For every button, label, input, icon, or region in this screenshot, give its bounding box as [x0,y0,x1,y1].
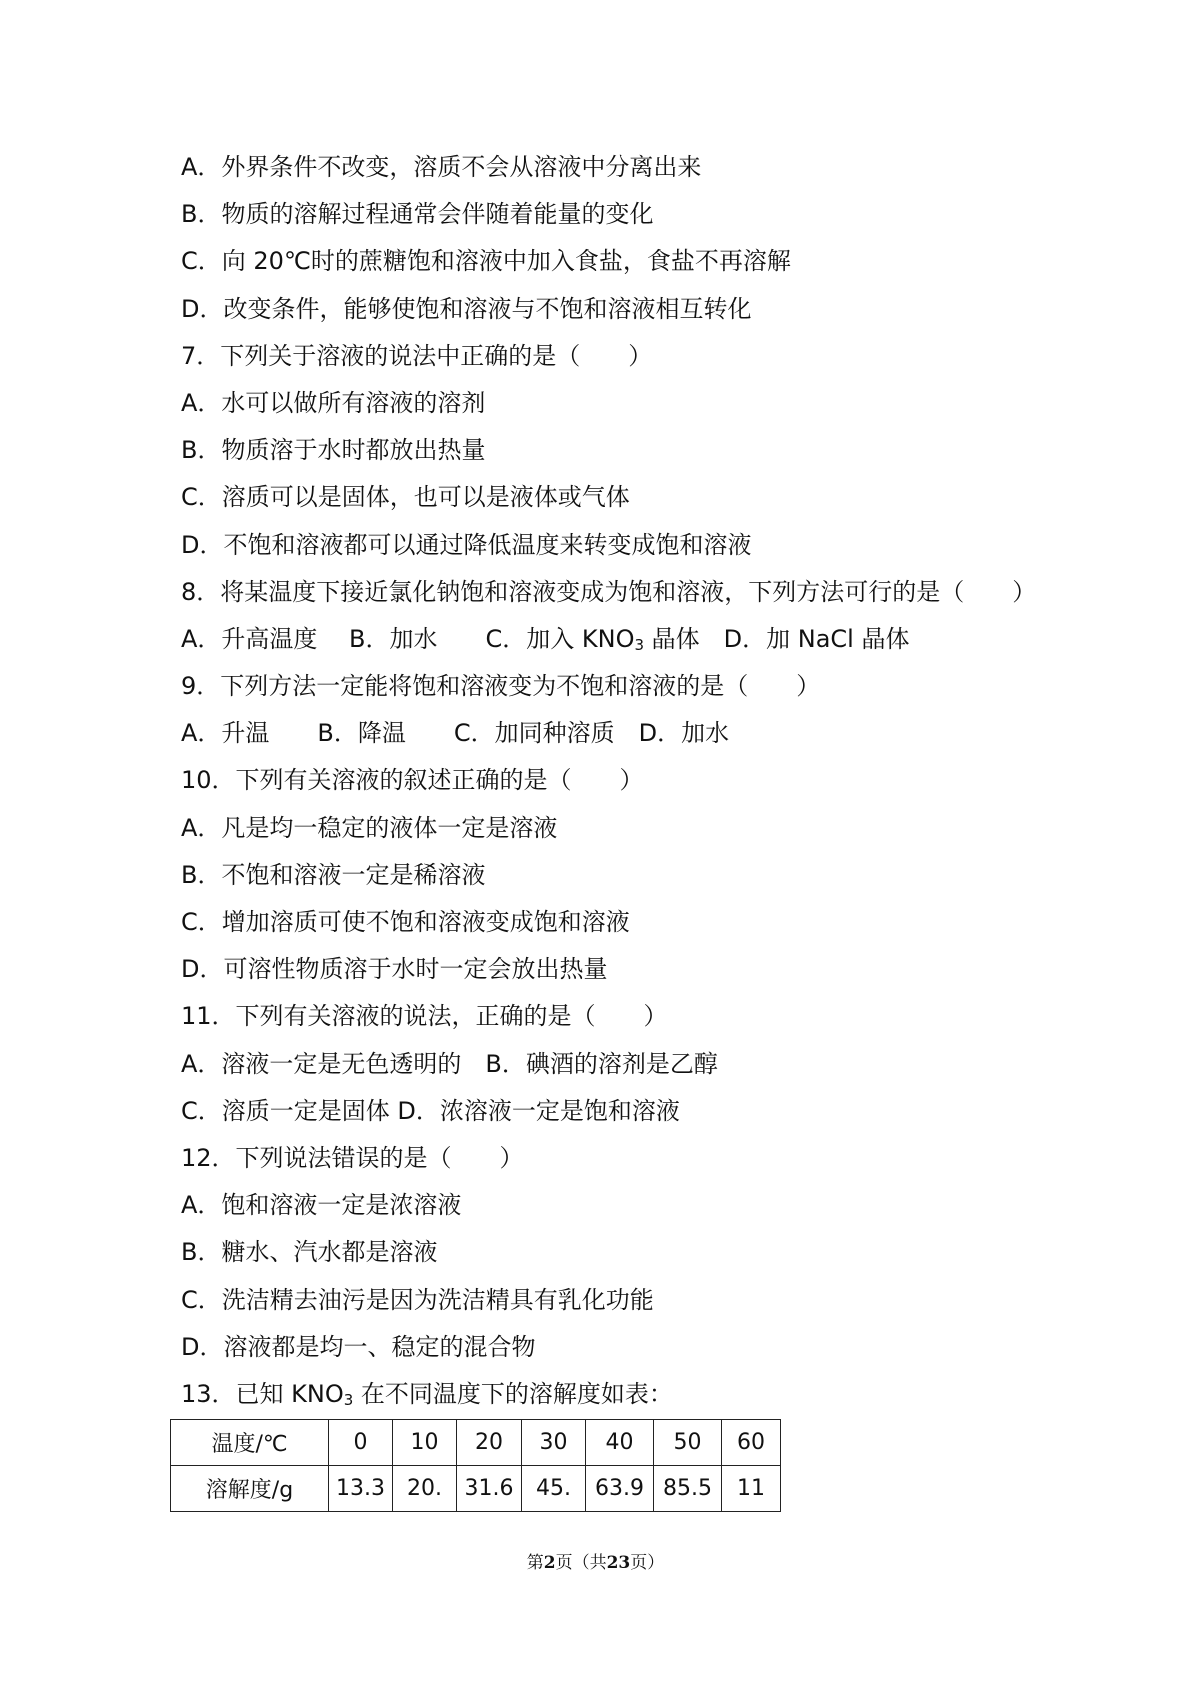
page-footer [0,1548,1191,1573]
question-8-stem: 8．将某温度下接近氯化钠饱和溶液变成为饱和溶液，下列方法可行的是（ ） [181,577,1037,606]
table-row-label: 溶解度/g [171,1466,329,1512]
question-13-stem [181,1371,1081,1418]
question-12-stem: 12．下列说法错误的是（ ） [181,1143,524,1172]
table-cell: 0 [329,1420,393,1466]
option-line: B．物质的溶解过程通常会伴随着能量的变化 [181,200,654,229]
option-line: C．洗洁精去油污是因为洗洁精具有乳化功能 [181,1285,654,1314]
table-cell: 13.3 [329,1466,393,1512]
table-cell: 31.6 [457,1466,522,1512]
table-cell: 11 [722,1466,781,1512]
table-row [171,1420,781,1466]
table-cell: 20 [457,1420,522,1466]
table-cell: 40 [586,1420,654,1466]
option-line: C．溶质可以是固体，也可以是液体或气体 [181,483,630,512]
option-line: C．溶质一定是固体 D．浓溶液一定是饱和溶液 [181,1096,680,1125]
table-cell: 85.5 [654,1466,722,1512]
stem-text: 在不同温度下的溶解度如表： [353,1379,673,1408]
question-9-options: A．升温 B．降温 C．加同种溶质 D．加水 [181,719,730,748]
table-cell: 30 [522,1420,586,1466]
option-line: A．外界条件不改变，溶质不会从溶液中分离出来 [181,153,702,181]
total-pages: 23 [606,1553,631,1573]
question-9-stem: 9．下列方法一定能将饱和溶液变为不饱和溶液的是（ ） [181,672,821,701]
footer-text: 页（共 [555,1553,607,1573]
question-7-stem: 7．下列关于溶液的说法中正确的是（ ） [181,341,653,370]
option-line: D．可溶性物质溶于水时一定会放出热量 [181,955,608,984]
subscript: 3 [343,1390,354,1409]
question-content [181,144,1081,1418]
option-text: A．升高温度 B．加水 C．加入 KNO [181,624,635,653]
option-line: A．饱和溶液一定是浓溶液 [181,1191,462,1220]
table-cell: 10 [393,1420,457,1466]
option-line: D．不饱和溶液都可以通过降低温度来转变成饱和溶液 [181,530,752,559]
option-line: B．不饱和溶液一定是稀溶液 [181,860,486,889]
table-cell: 63.9 [586,1466,654,1512]
table-header-label: 温度/℃ [171,1420,329,1466]
question-10-stem: 10．下列有关溶液的叙述正确的是（ ） [181,766,644,795]
stem-text: 13．已知 KNO [181,1379,344,1408]
option-line: D．溶液都是均一、稳定的混合物 [181,1332,536,1361]
option-line: B．物质溶于水时都放出热量 [181,436,486,465]
solubility-table [170,1419,781,1512]
footer-text: 页） [630,1553,665,1573]
question-11-stem: 11．下列有关溶液的说法，正确的是（ ） [181,1002,668,1031]
subscript: 3 [634,635,645,654]
footer-text: 第 [526,1553,544,1573]
option-line: B．糖水、汽水都是溶液 [181,1238,438,1267]
option-line: A．凡是均一稳定的液体一定是溶液 [181,813,558,842]
table-cell: 60 [722,1420,781,1466]
option-text: 晶体 D．加 NaCl 晶体 [644,624,910,653]
option-line: A．溶液一定是无色透明的 B．碘酒的溶剂是乙醇 [181,1049,718,1078]
table-cell: 50 [654,1420,722,1466]
option-line: D．改变条件，能够使饱和溶液与不饱和溶液相互转化 [181,294,752,323]
table-row [171,1466,781,1512]
page-number: 2 [543,1553,556,1573]
question-8-options [181,616,1081,663]
table-cell: 45. [522,1466,586,1512]
table-cell: 20. [393,1466,457,1512]
option-line: A．水可以做所有溶液的溶剂 [181,388,486,417]
option-line: C．向 20℃时的蔗糖饱和溶液中加入食盐，食盐不再溶解 [181,247,791,276]
option-line: C．增加溶质可使不饱和溶液变成饱和溶液 [181,908,630,936]
